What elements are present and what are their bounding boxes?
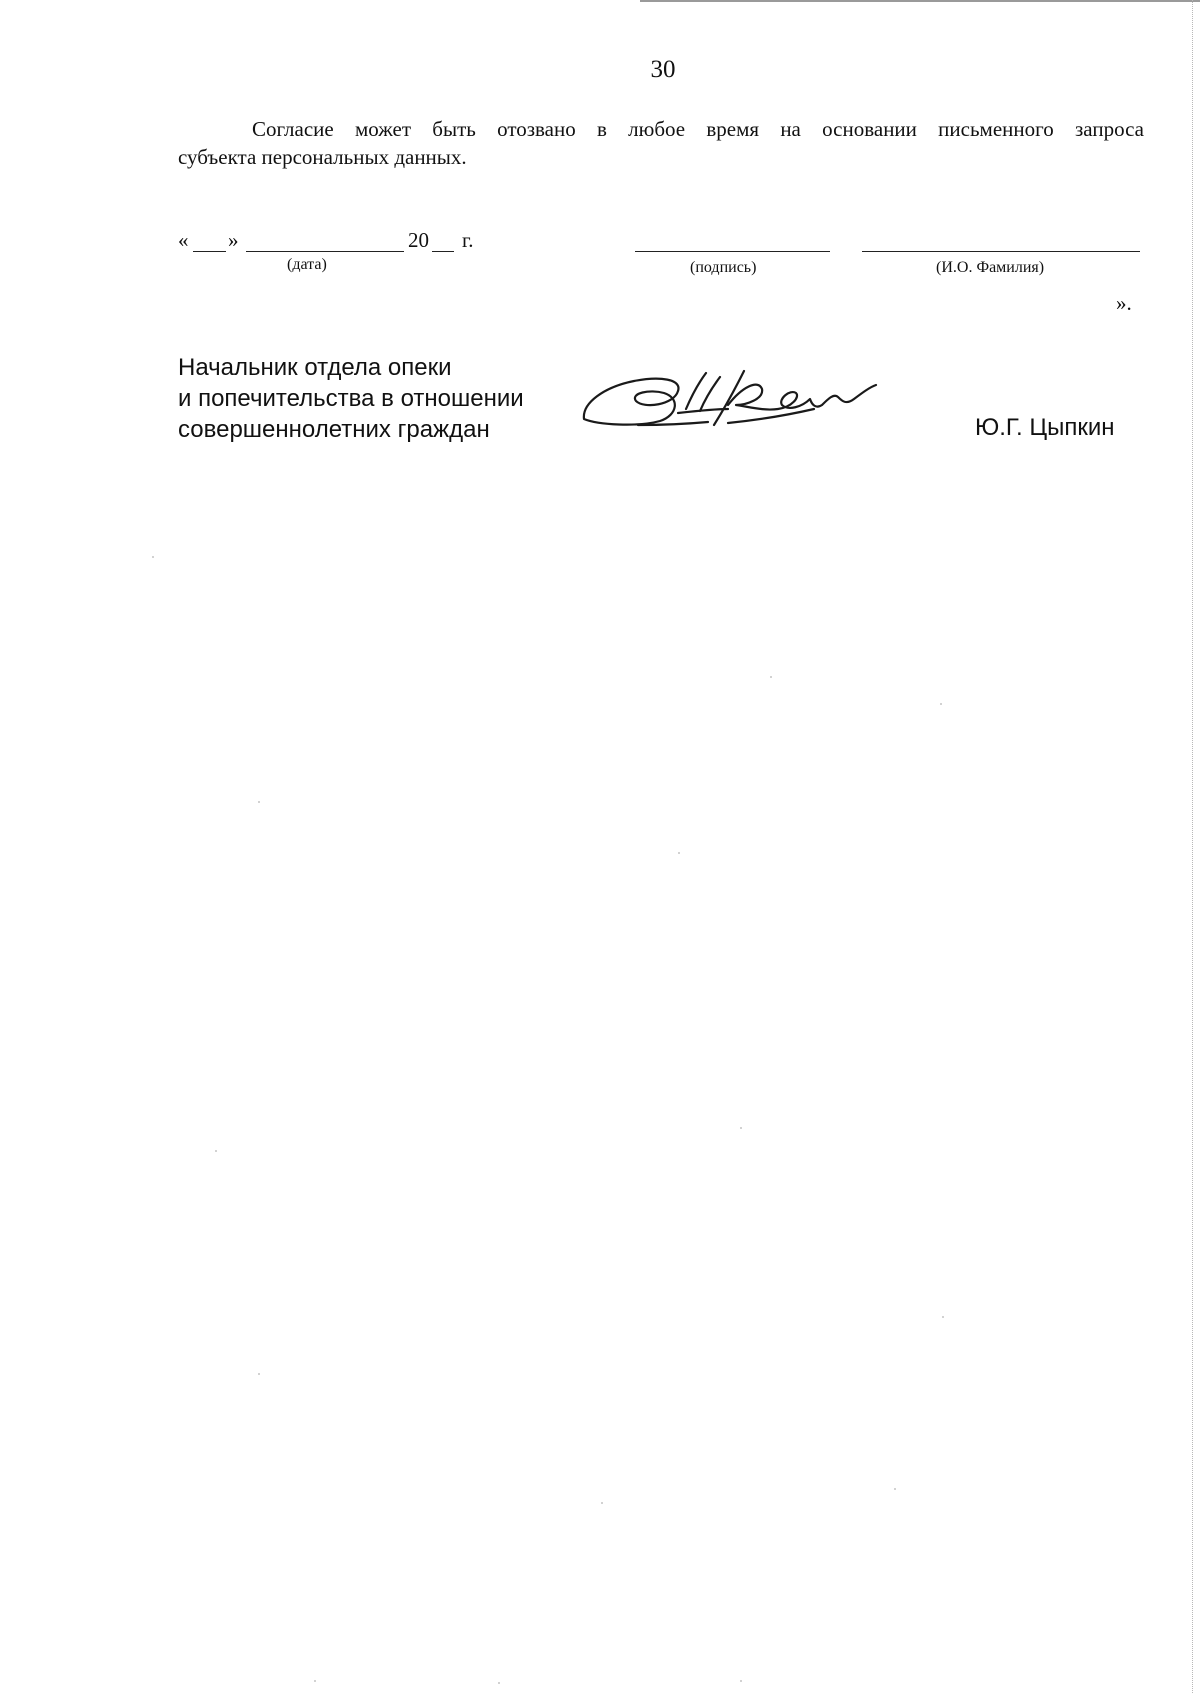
date-quote-open: «: [178, 228, 189, 252]
official-position: [178, 352, 524, 445]
position-line-2: и попечительства в отношении: [178, 385, 524, 412]
scan-speck: [770, 676, 772, 678]
signer-name: Ю.Г. Цыпкин: [975, 414, 1115, 441]
scan-speck: [498, 1682, 500, 1684]
year-blank: [432, 251, 454, 252]
scan-speck: [678, 852, 680, 854]
consent-paragraph: [178, 115, 1144, 171]
handwritten-signature: [578, 365, 898, 440]
month-blank: [246, 251, 404, 252]
scan-speck: [942, 1316, 944, 1318]
scan-speck: [940, 703, 942, 705]
scan-speck: [740, 1127, 742, 1129]
name-caption: (И.О. Фамилия): [936, 259, 1045, 276]
signature-blank: [635, 251, 830, 252]
scan-speck: [314, 1680, 316, 1682]
position-line-3: совершеннолетних граждан: [178, 416, 490, 443]
scan-speck: [894, 1488, 896, 1490]
page-number: 30: [650, 56, 676, 83]
position-line-1: Начальник отдела опеки: [178, 354, 452, 381]
scan-speck: [215, 1150, 217, 1152]
scan-edge-right: [1192, 0, 1193, 1693]
consent-line-2: субъекта персональных данных.: [178, 145, 467, 169]
name-blank: [862, 251, 1140, 252]
signature-caption: (подпись): [690, 259, 757, 276]
closing-quote: ».: [1116, 291, 1132, 315]
scan-speck: [258, 1373, 260, 1375]
year-suffix: г.: [462, 228, 474, 252]
date-caption: (дата): [287, 256, 327, 273]
scan-speck: [601, 1502, 603, 1504]
scan-edge-top: [640, 0, 1200, 2]
date-quote-close: »: [228, 228, 239, 252]
scan-speck: [740, 1680, 742, 1682]
year-prefix: 20: [408, 228, 429, 252]
consent-line-1: Согласие может быть отозвано в любое время на основании письменного запроса: [252, 117, 1144, 141]
scan-speck: [152, 556, 154, 558]
day-blank: [193, 251, 226, 252]
scan-speck: [258, 801, 260, 803]
